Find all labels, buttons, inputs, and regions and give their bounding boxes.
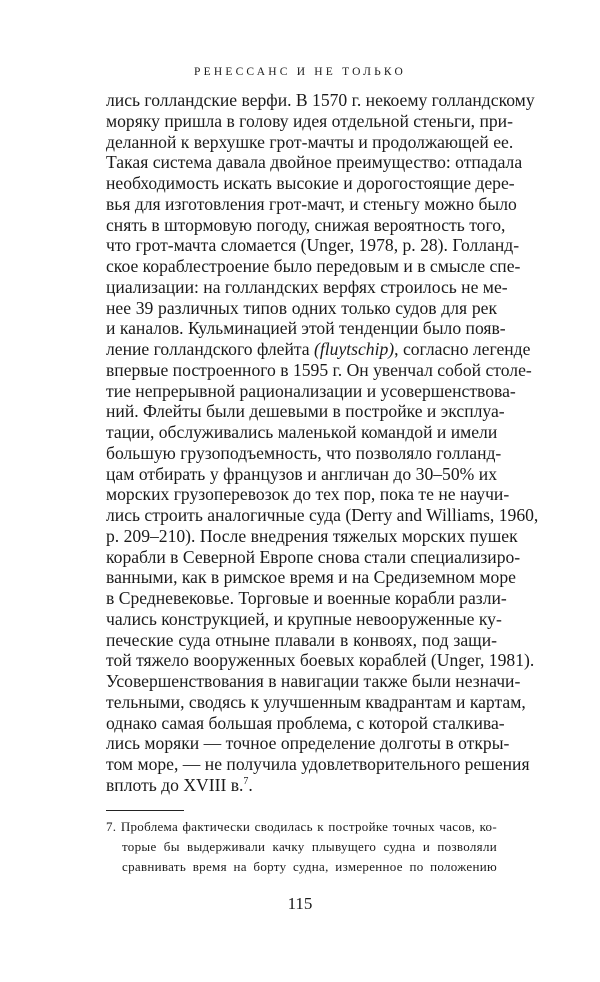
text-line: однако самая большая проблема, с которой сталкива- bbox=[106, 712, 505, 733]
text-line: корабли в Северной Европе снова стали специализиро- bbox=[106, 546, 521, 567]
footnotes bbox=[106, 817, 497, 877]
text-line: Усовершенствования в навигации также были незначи- bbox=[106, 671, 521, 691]
body-text bbox=[106, 90, 539, 796]
text-line: необходимость искать высокие и дорогостоящие дере- bbox=[106, 173, 515, 193]
text-line: большую грузоподъемность, что позволяло голланд- bbox=[106, 442, 502, 463]
text-fragment: ление голландского флейта bbox=[106, 339, 315, 359]
text-line: тельными, сводясь к улучшенным квадрантам и картам, bbox=[106, 691, 526, 712]
text-line bbox=[106, 339, 531, 360]
text-line: ванными, как в римское время и на Средиземном море bbox=[106, 567, 516, 588]
footnote-line: сравнивать время на борту судна, измеренное по положению bbox=[122, 859, 497, 874]
text-line: морских грузоперевозок до тех пор, пока те не научи- bbox=[106, 484, 510, 505]
text-fragment: . bbox=[248, 774, 253, 795]
text-line: цам отбирать у французов и англичан до 30–50% их bbox=[106, 463, 497, 484]
footnote-reference[interactable]: 7 bbox=[243, 775, 249, 787]
text-line bbox=[106, 775, 497, 796]
text-line: тации, обслуживались маленькой командой и имели bbox=[106, 422, 498, 442]
text-line: печеские суда отныне плавали в конвоях, под защи- bbox=[106, 629, 497, 650]
footnote-separator bbox=[106, 810, 184, 811]
text-line: тие непрерывной рационализации и усовершенствова- bbox=[106, 380, 516, 401]
text-line: и каналов. Кульминацией этой тенденции было появ- bbox=[106, 318, 506, 339]
text-line: лись моряки — точное определение долготы в откры- bbox=[106, 733, 510, 754]
italic-term: (fluytschip) bbox=[314, 339, 395, 359]
running-header: РЕНЕССАНС И НЕ ТОЛЬКО bbox=[194, 66, 406, 78]
text-line: деланной к верхушке грот-мачты и продолжающей ее. bbox=[106, 131, 514, 152]
text-fragment: вплоть до XVIII в. bbox=[106, 774, 244, 795]
text-line: том море, — не получила удовлетворительного решения bbox=[106, 754, 530, 774]
text-line: p. 209–210). После внедрения тяжелых морских пушек bbox=[106, 525, 518, 546]
text-line: что грот-мачта сломается (Unger, 1978, p. 28). Голланд- bbox=[106, 235, 520, 256]
text-line: моряку пришла в голову идея отдельной стеньги, при- bbox=[106, 110, 513, 131]
text-line: чались конструкцией, и крупные невооруженные ку- bbox=[106, 608, 502, 629]
text-line: в Средневековье. Торговые и военные корабли разли- bbox=[106, 588, 507, 608]
text-line: Такая система давала двойное преимущество: отпадала bbox=[106, 152, 523, 173]
text-line: снять в штормовую погоду, снижая вероятность того, bbox=[106, 214, 506, 235]
footnote-line: 7. Проблема фактически сводилась к постройке точных часов, ко- bbox=[106, 819, 497, 834]
text-line: ское кораблестроение было передовым и в смысле спе- bbox=[106, 256, 521, 276]
text-line: лись строить аналогичные суда (Derry and Williams, 1960, bbox=[106, 505, 539, 525]
page-number: 115 bbox=[287, 894, 313, 913]
text-line: ний. Флейты были дешевыми в постройке и эксплуа- bbox=[106, 401, 505, 422]
text-line: той тяжело вооруженных боевых кораблей (Unger, 1981). bbox=[106, 650, 535, 671]
footnote-line: торые бы выдерживали качку плывущего судна и позволяли bbox=[122, 839, 497, 854]
text-line: нее 39 различных типов одних только судов для рек bbox=[106, 297, 497, 318]
text-fragment: , согласно легенде bbox=[394, 339, 531, 359]
text-line: впервые построенного в 1595 г. Он увенчал собой столе- bbox=[106, 359, 532, 380]
text-line: лись голландские верфи. В 1570 г. некоему голландскому bbox=[106, 90, 535, 110]
text-line: вья для изготовления грот-мачт, и стеньгу можно было bbox=[106, 193, 517, 214]
text-line: циализации: на голландских верфях строилось не ме- bbox=[106, 276, 508, 297]
